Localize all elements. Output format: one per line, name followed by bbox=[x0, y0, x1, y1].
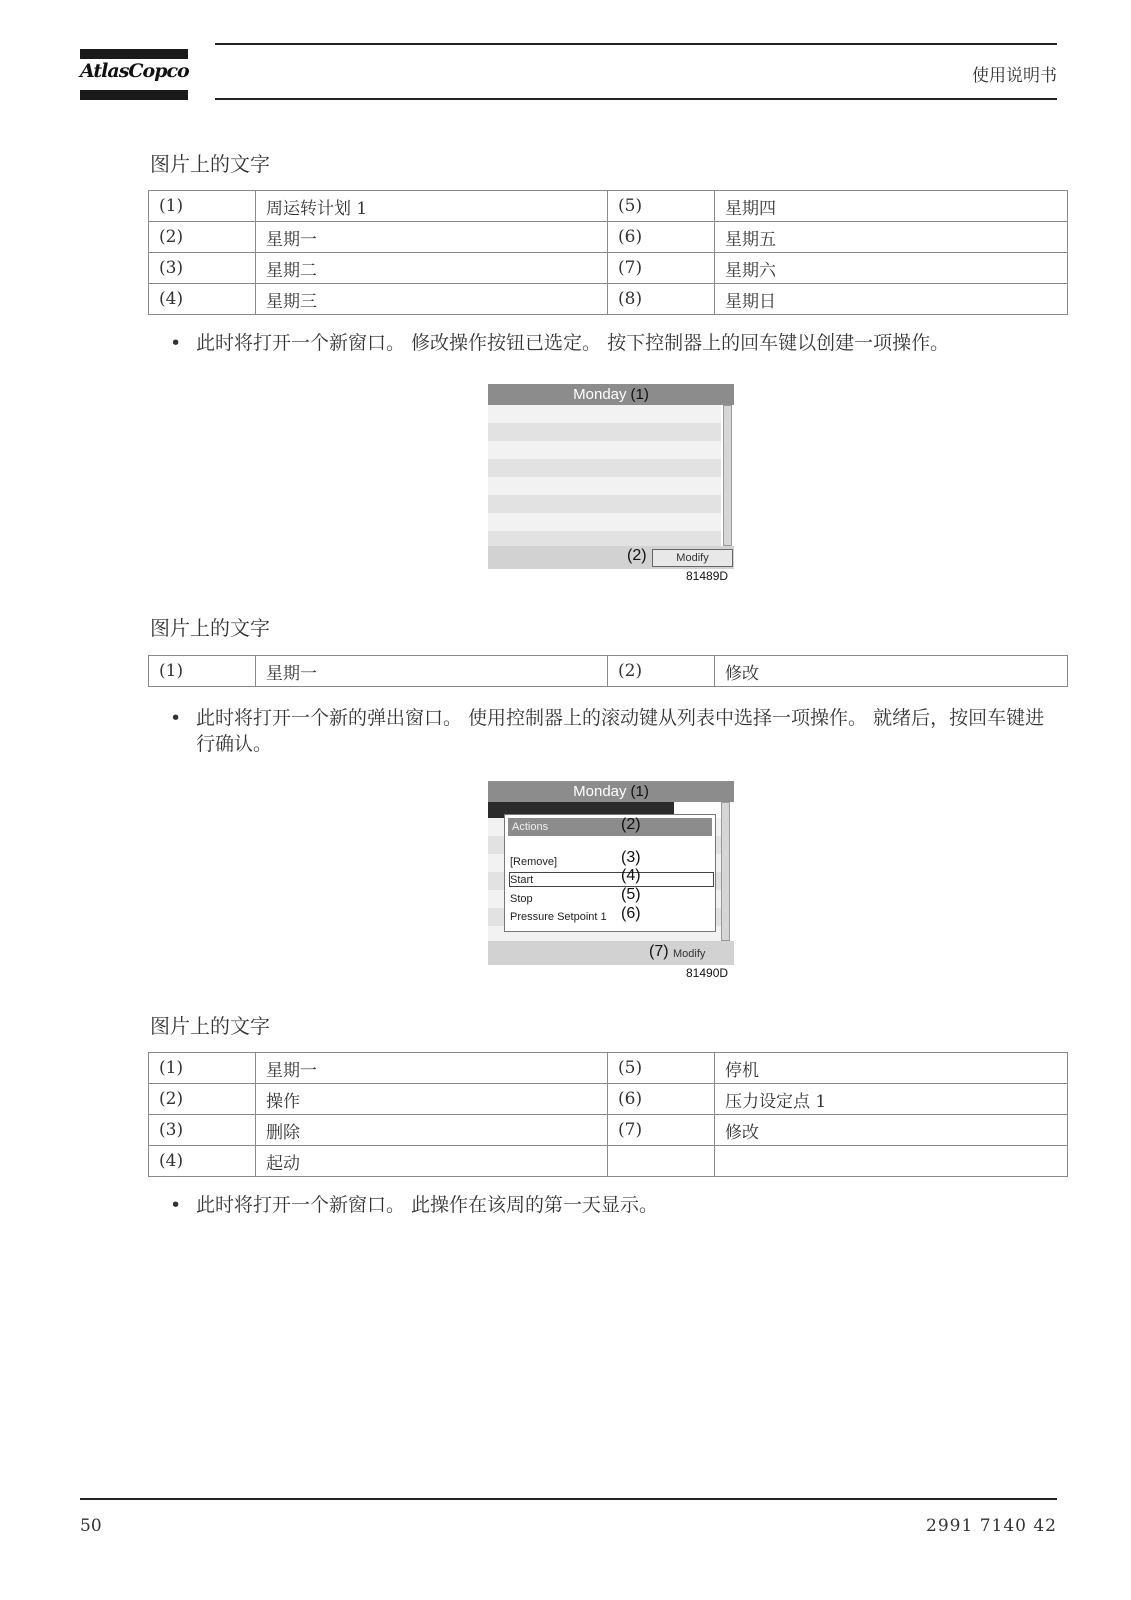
table-row bbox=[149, 1146, 1068, 1177]
screen-title: Monday bbox=[573, 386, 627, 403]
table-cell: (5) bbox=[608, 1053, 715, 1084]
legend-table-2 bbox=[148, 655, 1068, 687]
legend-caption-3: 图片上的文字 bbox=[150, 1014, 270, 1038]
table-cell: 周运转计划 1 bbox=[256, 191, 608, 222]
table-cell: 停机 bbox=[715, 1053, 1068, 1084]
screen-title-bar bbox=[488, 781, 734, 802]
list-item bbox=[488, 495, 721, 513]
table-cell: (2) bbox=[608, 656, 715, 687]
bullet-text: 此时将打开一个新的弹出窗口。 使用控制器上的滚动键从列表中选择一项操作。 就绪后，按回车键进行确认。 bbox=[196, 707, 1045, 755]
table-cell: 星期二 bbox=[256, 253, 608, 284]
figure-id: 81490D bbox=[686, 966, 729, 980]
bullet-paragraph-3 bbox=[170, 1192, 1060, 1218]
callout-label: (7) bbox=[649, 943, 669, 960]
scrollbar[interactable] bbox=[721, 802, 730, 941]
list-item bbox=[488, 405, 721, 423]
table-cell: (6) bbox=[608, 222, 715, 253]
table-cell: 起动 bbox=[256, 1146, 608, 1177]
legend-table-1 bbox=[148, 190, 1068, 315]
table-cell: 修改 bbox=[715, 656, 1068, 687]
list-item bbox=[488, 423, 721, 441]
table-row bbox=[149, 253, 1068, 284]
footer-rule bbox=[80, 1498, 1057, 1500]
bullet-text: 此时将打开一个新窗口。 此操作在该周的第一天显示。 bbox=[196, 1194, 659, 1216]
controller-screen-1 bbox=[488, 384, 734, 584]
callout-label: (1) bbox=[630, 386, 649, 403]
table-cell: 压力设定点 1 bbox=[715, 1084, 1068, 1115]
screen-title: Monday bbox=[573, 783, 627, 800]
bullet-text: 此时将打开一个新窗口。 修改操作按钮已选定。 按下控制器上的回车键以创建一项操作。 bbox=[196, 332, 950, 354]
selection-box bbox=[509, 872, 714, 887]
table-cell: (2) bbox=[149, 222, 256, 253]
table-cell: 星期一 bbox=[256, 1053, 608, 1084]
table-cell: (7) bbox=[608, 253, 715, 284]
table-cell: 删除 bbox=[256, 1115, 608, 1146]
table-cell: (5) bbox=[608, 191, 715, 222]
table-row bbox=[149, 1084, 1068, 1115]
logo-wordmark: AtlasCopco bbox=[80, 60, 189, 82]
table-row bbox=[149, 1115, 1068, 1146]
table-cell: 星期三 bbox=[256, 284, 608, 315]
action-item-remove[interactable]: [Remove] bbox=[510, 856, 558, 868]
table-cell: (1) bbox=[149, 1053, 256, 1084]
table-cell: 星期一 bbox=[256, 222, 608, 253]
callout-label: (1) bbox=[630, 783, 649, 800]
table-cell: 星期六 bbox=[715, 253, 1068, 284]
bullet-paragraph-2 bbox=[170, 705, 1060, 757]
figure-id: 81489D bbox=[686, 569, 729, 583]
table-cell: (4) bbox=[149, 1146, 256, 1177]
table-cell: 操作 bbox=[256, 1084, 608, 1115]
table-cell: (3) bbox=[149, 253, 256, 284]
table-row bbox=[149, 222, 1068, 253]
table-cell: 星期四 bbox=[715, 191, 1068, 222]
table-cell bbox=[715, 1146, 1068, 1177]
table-row bbox=[149, 191, 1068, 222]
screen-title-bar bbox=[488, 384, 734, 405]
table-cell bbox=[608, 1146, 715, 1177]
actions-popup bbox=[504, 814, 716, 932]
table-cell: (2) bbox=[149, 1084, 256, 1115]
bullet-paragraph-1 bbox=[170, 330, 1060, 356]
table-cell: 星期日 bbox=[715, 284, 1068, 315]
header-rule-top bbox=[215, 43, 1057, 45]
table-cell: 星期五 bbox=[715, 222, 1068, 253]
header-rule-bottom bbox=[215, 98, 1057, 100]
table-row bbox=[149, 656, 1068, 687]
callout-label: (5) bbox=[621, 886, 641, 903]
table-cell: (1) bbox=[149, 656, 256, 687]
modify-button[interactable]: Modify bbox=[652, 549, 733, 567]
atlas-copco-logo bbox=[80, 46, 188, 102]
popup-title: Actions bbox=[508, 818, 712, 836]
logo-bar-bottom bbox=[80, 90, 188, 100]
schedule-rows bbox=[488, 405, 721, 549]
table-cell: (1) bbox=[149, 191, 256, 222]
legend-caption-1: 图片上的文字 bbox=[150, 152, 270, 176]
list-item bbox=[488, 441, 721, 459]
bullet-dot: • bbox=[170, 332, 182, 354]
table-cell: 修改 bbox=[715, 1115, 1068, 1146]
list-item bbox=[488, 459, 721, 477]
table-cell: (7) bbox=[608, 1115, 715, 1146]
callout-label: (3) bbox=[621, 849, 641, 866]
callout-label: (2) bbox=[621, 816, 641, 833]
legend-caption-2: 图片上的文字 bbox=[150, 616, 270, 640]
table-cell: (3) bbox=[149, 1115, 256, 1146]
table-cell: 星期一 bbox=[256, 656, 608, 687]
table-cell: (6) bbox=[608, 1084, 715, 1115]
table-row bbox=[149, 284, 1068, 315]
list-item bbox=[488, 477, 721, 495]
modify-button[interactable]: Modify bbox=[673, 948, 706, 960]
legend-table-3 bbox=[148, 1052, 1068, 1177]
action-item-pressure-setpoint[interactable]: Pressure Setpoint 1 bbox=[510, 911, 607, 923]
callout-label: (2) bbox=[627, 547, 647, 564]
table-cell: (4) bbox=[149, 284, 256, 315]
bullet-dot: • bbox=[170, 1194, 182, 1216]
logo-bar-top bbox=[80, 49, 188, 59]
controller-screen-2 bbox=[488, 781, 734, 981]
page-number: 50 bbox=[80, 1516, 102, 1536]
action-item-start[interactable]: Start bbox=[510, 874, 534, 886]
action-item-stop[interactable]: Stop bbox=[510, 893, 533, 905]
table-cell: (8) bbox=[608, 284, 715, 315]
callout-label: (6) bbox=[621, 905, 641, 922]
bullet-dot: • bbox=[170, 707, 182, 729]
callout-label: (4) bbox=[621, 867, 641, 884]
document-title: 使用说明书 bbox=[972, 66, 1057, 86]
scrollbar[interactable] bbox=[723, 405, 732, 546]
table-row bbox=[149, 1053, 1068, 1084]
document-number: 2991 7140 42 bbox=[926, 1516, 1057, 1536]
list-item bbox=[488, 513, 721, 531]
